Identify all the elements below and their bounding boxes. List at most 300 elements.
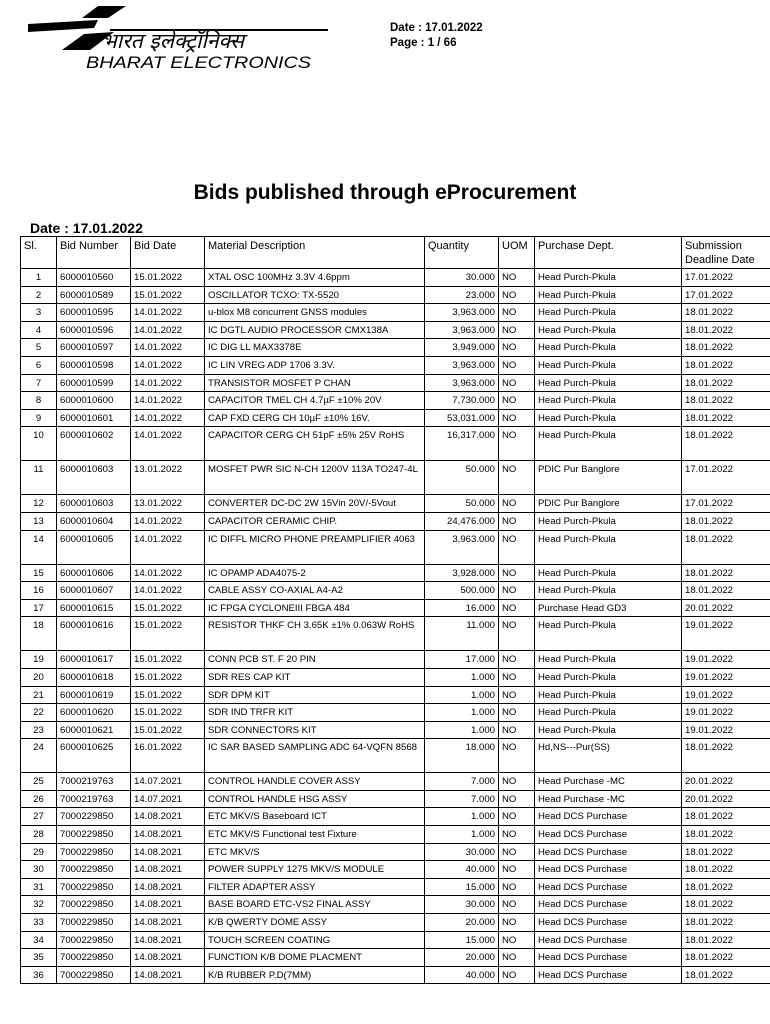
cell-sl: 6	[21, 356, 57, 374]
cell-sl: 29	[21, 843, 57, 861]
cell-sl: 25	[21, 773, 57, 791]
cell-dept: Head DCS Purchase	[535, 878, 682, 896]
cell-bid-number: 7000229850	[57, 861, 131, 879]
bids-table	[20, 236, 770, 984]
cell-material: BASE BOARD ETC-VS2 FINAL ASSY	[205, 896, 425, 914]
cell-sl: 36	[21, 966, 57, 984]
cell-bid-number: 7000219763	[57, 773, 131, 791]
cell-quantity: 23.000	[425, 286, 499, 304]
cell-quantity: 3,963.000	[425, 530, 499, 564]
cell-deadline: 18.01.2022	[682, 966, 770, 984]
table-row	[21, 564, 770, 582]
cell-dept: Head Purch-Pkula	[535, 564, 682, 582]
cell-material: CAP FXD CERG CH 10µF ±10% 16V.	[205, 409, 425, 427]
table-row	[21, 495, 770, 513]
cell-bid-date: 14.08.2021	[131, 878, 205, 896]
table-row	[21, 808, 770, 826]
cell-bid-date: 14.07.2021	[131, 773, 205, 791]
cell-uom: NO	[499, 339, 535, 357]
cell-dept: Head Purch-Pkula	[535, 512, 682, 530]
table-row	[21, 356, 770, 374]
cell-quantity: 3,949.000	[425, 339, 499, 357]
table-row	[21, 269, 770, 287]
cell-dept: Head Purch-Pkula	[535, 427, 682, 461]
cell-dept: Head DCS Purchase	[535, 843, 682, 861]
cell-quantity: 24,476.000	[425, 512, 499, 530]
cell-material: IC DIFFL MICRO PHONE PREAMPLIFIER 4063	[205, 530, 425, 564]
cell-bid-date: 14.07.2021	[131, 790, 205, 808]
cell-deadline: 18.01.2022	[682, 427, 770, 461]
cell-sl: 13	[21, 512, 57, 530]
cell-dept: Head Purchase -MC	[535, 773, 682, 791]
cell-bid-date: 14.01.2022	[131, 427, 205, 461]
cell-material: RESISTOR THKF CH 3.65K ±1% 0.063W RoHS	[205, 617, 425, 651]
cell-deadline: 19.01.2022	[682, 704, 770, 722]
col-sl: Sl.	[21, 237, 57, 269]
cell-sl: 19	[21, 651, 57, 669]
cell-quantity: 53,031.000	[425, 409, 499, 427]
cell-bid-number: 6000010602	[57, 427, 131, 461]
cell-deadline: 20.01.2022	[682, 599, 770, 617]
cell-bid-number: 6000010600	[57, 392, 131, 410]
table-row	[21, 686, 770, 704]
table-row	[21, 374, 770, 392]
cell-sl: 20	[21, 668, 57, 686]
cell-material: SDR DPM KIT	[205, 686, 425, 704]
cell-deadline: 18.01.2022	[682, 304, 770, 322]
cell-sl: 17	[21, 599, 57, 617]
cell-deadline: 19.01.2022	[682, 668, 770, 686]
cell-sl: 8	[21, 392, 57, 410]
cell-sl: 1	[21, 269, 57, 287]
cell-bid-date: 14.01.2022	[131, 409, 205, 427]
cell-dept: Head DCS Purchase	[535, 808, 682, 826]
cell-dept: Purchase Head GD3	[535, 599, 682, 617]
cell-uom: NO	[499, 599, 535, 617]
cell-quantity: 50.000	[425, 461, 499, 495]
table-row	[21, 878, 770, 896]
cell-deadline: 18.01.2022	[682, 530, 770, 564]
cell-bid-number: 6000010601	[57, 409, 131, 427]
cell-deadline: 18.01.2022	[682, 409, 770, 427]
cell-material: K/B RUBBER P.D(7MM)	[205, 966, 425, 984]
cell-dept: Head DCS Purchase	[535, 931, 682, 949]
cell-material: IC SAR BASED SAMPLING ADC 64-VQFN 8568	[205, 739, 425, 773]
cell-deadline: 18.01.2022	[682, 931, 770, 949]
cell-dept: Head Purch-Pkula	[535, 721, 682, 739]
cell-deadline: 17.01.2022	[682, 286, 770, 304]
cell-sl: 33	[21, 914, 57, 932]
cell-dept: Head DCS Purchase	[535, 896, 682, 914]
cell-bid-date: 14.01.2022	[131, 530, 205, 564]
cell-material: CONVERTER DC-DC 2W 15Vin 20V/-5Vout	[205, 495, 425, 513]
cell-material: ETC MKV/S Baseboard ICT	[205, 808, 425, 826]
cell-uom: NO	[499, 843, 535, 861]
cell-material: IC LIN VREG ADP 1706 3.3V.	[205, 356, 425, 374]
cell-quantity: 20.000	[425, 914, 499, 932]
cell-uom: NO	[499, 651, 535, 669]
print-date: Date : 17.01.2022	[390, 22, 483, 34]
cell-sl: 14	[21, 530, 57, 564]
col-deadline: Submission Deadline Date	[682, 237, 770, 269]
cell-quantity: 500.000	[425, 582, 499, 600]
cell-quantity: 20.000	[425, 949, 499, 967]
cell-bid-number: 7000229850	[57, 914, 131, 932]
cell-bid-date: 14.08.2021	[131, 966, 205, 984]
col-quantity: Quantity	[425, 237, 499, 269]
cell-sl: 5	[21, 339, 57, 357]
cell-deadline: 18.01.2022	[682, 896, 770, 914]
table-row	[21, 427, 770, 461]
table-row	[21, 304, 770, 322]
cell-bid-date: 15.01.2022	[131, 651, 205, 669]
cell-uom: NO	[499, 686, 535, 704]
cell-material: POWER SUPPLY 1275 MKV/S MODULE	[205, 861, 425, 879]
cell-deadline: 18.01.2022	[682, 808, 770, 826]
cell-bid-date: 14.08.2021	[131, 949, 205, 967]
cell-bid-date: 14.01.2022	[131, 392, 205, 410]
cell-uom: NO	[499, 861, 535, 879]
cell-bid-date: 14.01.2022	[131, 339, 205, 357]
cell-uom: NO	[499, 269, 535, 287]
cell-sl: 21	[21, 686, 57, 704]
cell-material: ETC MKV/S	[205, 843, 425, 861]
cell-material: TOUCH SCREEN COATING	[205, 931, 425, 949]
cell-uom: NO	[499, 826, 535, 844]
cell-bid-number: 7000219763	[57, 790, 131, 808]
cell-bid-date: 14.08.2021	[131, 843, 205, 861]
cell-quantity: 1.000	[425, 721, 499, 739]
col-bid-date: Bid Date	[131, 237, 205, 269]
cell-bid-date: 15.01.2022	[131, 668, 205, 686]
cell-sl: 16	[21, 582, 57, 600]
cell-uom: NO	[499, 321, 535, 339]
cell-dept: Head Purch-Pkula	[535, 617, 682, 651]
cell-uom: NO	[499, 356, 535, 374]
cell-bid-number: 7000229850	[57, 931, 131, 949]
cell-dept: Head Purch-Pkula	[535, 304, 682, 322]
cell-material: SDR IND TRFR KIT	[205, 704, 425, 722]
table-row	[21, 668, 770, 686]
cell-dept: Head Purch-Pkula	[535, 704, 682, 722]
cell-material: OSCILLATOR TCXO: TX-5520	[205, 286, 425, 304]
table-row	[21, 339, 770, 357]
page-meta	[390, 21, 483, 50]
cell-dept: PDIC Pur Banglore	[535, 461, 682, 495]
cell-dept: Head Purch-Pkula	[535, 321, 682, 339]
cell-quantity: 3,928.000	[425, 564, 499, 582]
cell-deadline: 18.01.2022	[682, 564, 770, 582]
cell-quantity: 7,730.000	[425, 392, 499, 410]
cell-bid-number: 6000010595	[57, 304, 131, 322]
bel-logo	[28, 4, 338, 70]
cell-sl: 24	[21, 739, 57, 773]
table-row	[21, 861, 770, 879]
cell-sl: 4	[21, 321, 57, 339]
cell-quantity: 15.000	[425, 931, 499, 949]
cell-bid-number: 6000010604	[57, 512, 131, 530]
cell-bid-number: 6000010617	[57, 651, 131, 669]
cell-dept: Head DCS Purchase	[535, 949, 682, 967]
cell-sl: 15	[21, 564, 57, 582]
table-row	[21, 914, 770, 932]
cell-dept: Head Purch-Pkula	[535, 392, 682, 410]
cell-material: FUNCTION K/B DOME PLACMENT	[205, 949, 425, 967]
cell-uom: NO	[499, 392, 535, 410]
cell-bid-date: 14.08.2021	[131, 914, 205, 932]
cell-quantity: 40.000	[425, 966, 499, 984]
cell-dept: Head Purch-Pkula	[535, 269, 682, 287]
table-row	[21, 582, 770, 600]
cell-uom: NO	[499, 512, 535, 530]
cell-deadline: 18.01.2022	[682, 392, 770, 410]
page-title: Bids published through eProcurement	[193, 181, 577, 204]
cell-sl: 30	[21, 861, 57, 879]
cell-uom: NO	[499, 896, 535, 914]
table-row	[21, 721, 770, 739]
cell-quantity: 7.000	[425, 790, 499, 808]
cell-uom: NO	[499, 739, 535, 773]
cell-dept: Head Purch-Pkula	[535, 668, 682, 686]
cell-bid-number: 7000229850	[57, 843, 131, 861]
cell-quantity: 3,963.000	[425, 304, 499, 322]
cell-dept: Hd,NS---Pur(SS)	[535, 739, 682, 773]
cell-dept: Head DCS Purchase	[535, 826, 682, 844]
table-row	[21, 704, 770, 722]
cell-deadline: 17.01.2022	[682, 495, 770, 513]
cell-sl: 18	[21, 617, 57, 651]
col-dept: Purchase Dept.	[535, 237, 682, 269]
cell-material: CABLE ASSY CO-AXIAL A4-A2	[205, 582, 425, 600]
cell-quantity: 3,963.000	[425, 374, 499, 392]
cell-bid-number: 6000010616	[57, 617, 131, 651]
table-row	[21, 392, 770, 410]
cell-dept: Head Purchase -MC	[535, 790, 682, 808]
cell-quantity: 40.000	[425, 861, 499, 879]
cell-sl: 7	[21, 374, 57, 392]
cell-sl: 11	[21, 461, 57, 495]
cell-dept: Head DCS Purchase	[535, 966, 682, 984]
cell-deadline: 20.01.2022	[682, 790, 770, 808]
cell-bid-date: 14.01.2022	[131, 374, 205, 392]
cell-uom: NO	[499, 704, 535, 722]
table-row	[21, 461, 770, 495]
cell-bid-number: 6000010599	[57, 374, 131, 392]
cell-quantity: 1.000	[425, 704, 499, 722]
cell-uom: NO	[499, 461, 535, 495]
cell-bid-date: 15.01.2022	[131, 721, 205, 739]
cell-sl: 35	[21, 949, 57, 967]
cell-sl: 32	[21, 896, 57, 914]
cell-bid-date: 14.08.2021	[131, 826, 205, 844]
cell-bid-date: 13.01.2022	[131, 495, 205, 513]
table-row	[21, 286, 770, 304]
cell-deadline: 17.01.2022	[682, 461, 770, 495]
cell-dept: Head Purch-Pkula	[535, 374, 682, 392]
table-row	[21, 949, 770, 967]
cell-bid-date: 14.01.2022	[131, 512, 205, 530]
table-row	[21, 512, 770, 530]
cell-sl: 23	[21, 721, 57, 739]
cell-bid-date: 14.01.2022	[131, 304, 205, 322]
cell-deadline: 18.01.2022	[682, 843, 770, 861]
cell-bid-number: 7000229850	[57, 896, 131, 914]
cell-deadline: 19.01.2022	[682, 651, 770, 669]
table-row	[21, 966, 770, 984]
cell-bid-number: 6000010589	[57, 286, 131, 304]
cell-quantity: 17.000	[425, 651, 499, 669]
cell-bid-date: 14.08.2021	[131, 861, 205, 879]
col-uom: UOM	[499, 237, 535, 269]
bel-emblem-icon	[28, 4, 338, 70]
cell-uom: NO	[499, 409, 535, 427]
cell-quantity: 1.000	[425, 686, 499, 704]
cell-uom: NO	[499, 808, 535, 826]
cell-bid-date: 14.08.2021	[131, 896, 205, 914]
cell-sl: 22	[21, 704, 57, 722]
cell-bid-date: 15.01.2022	[131, 704, 205, 722]
cell-dept: Head Purch-Pkula	[535, 686, 682, 704]
cell-bid-number: 7000229850	[57, 878, 131, 896]
cell-dept: PDIC Pur Banglore	[535, 495, 682, 513]
cell-deadline: 18.01.2022	[682, 512, 770, 530]
cell-uom: NO	[499, 931, 535, 949]
cell-sl: 28	[21, 826, 57, 844]
cell-bid-number: 7000229850	[57, 949, 131, 967]
cell-quantity: 30.000	[425, 843, 499, 861]
cell-material: CONTROL HANDLE COVER ASSY	[205, 773, 425, 791]
cell-uom: NO	[499, 374, 535, 392]
table-row	[21, 321, 770, 339]
cell-dept: Head DCS Purchase	[535, 861, 682, 879]
cell-dept: Head DCS Purchase	[535, 914, 682, 932]
cell-material: XTAL OSC 100MHz 3.3V 4.6ppm	[205, 269, 425, 287]
table-row	[21, 826, 770, 844]
cell-bid-date: 14.08.2021	[131, 808, 205, 826]
cell-material: CAPACITOR CERG CH 51pF ±5% 25V RoHS	[205, 427, 425, 461]
table-row	[21, 739, 770, 773]
cell-bid-number: 6000010603	[57, 461, 131, 495]
cell-bid-number: 7000229850	[57, 826, 131, 844]
cell-bid-number: 6000010621	[57, 721, 131, 739]
cell-uom: NO	[499, 790, 535, 808]
cell-uom: NO	[499, 966, 535, 984]
cell-bid-number: 6000010560	[57, 269, 131, 287]
cell-bid-date: 15.01.2022	[131, 269, 205, 287]
cell-deadline: 18.01.2022	[682, 339, 770, 357]
cell-bid-date: 14.01.2022	[131, 582, 205, 600]
cell-deadline: 18.01.2022	[682, 739, 770, 773]
cell-bid-date: 15.01.2022	[131, 686, 205, 704]
cell-quantity: 30.000	[425, 269, 499, 287]
cell-deadline: 19.01.2022	[682, 721, 770, 739]
cell-material: IC FPGA CYCLONEIII FBGA 484	[205, 599, 425, 617]
cell-dept: Head Purch-Pkula	[535, 356, 682, 374]
cell-deadline: 18.01.2022	[682, 582, 770, 600]
cell-dept: Head Purch-Pkula	[535, 339, 682, 357]
cell-uom: NO	[499, 495, 535, 513]
cell-quantity: 15.000	[425, 878, 499, 896]
cell-sl: 34	[21, 931, 57, 949]
cell-quantity: 1.000	[425, 808, 499, 826]
cell-dept: Head Purch-Pkula	[535, 651, 682, 669]
cell-quantity: 1.000	[425, 668, 499, 686]
page-number: Page : 1 / 66	[390, 36, 457, 49]
cell-sl: 2	[21, 286, 57, 304]
cell-bid-date: 14.08.2021	[131, 931, 205, 949]
cell-quantity: 50.000	[425, 495, 499, 513]
table-row	[21, 790, 770, 808]
cell-deadline: 18.01.2022	[682, 826, 770, 844]
cell-sl: 12	[21, 495, 57, 513]
cell-deadline: 18.01.2022	[682, 374, 770, 392]
cell-uom: NO	[499, 427, 535, 461]
table-row	[21, 843, 770, 861]
logo-hindi-text: भारत इलेक्ट्रॉनिक्स	[102, 29, 245, 53]
cell-material: CAPACITOR CERAMIC CHIP.	[205, 512, 425, 530]
cell-sl: 27	[21, 808, 57, 826]
cell-quantity: 16.000	[425, 599, 499, 617]
cell-deadline: 18.01.2022	[682, 356, 770, 374]
cell-bid-date: 14.01.2022	[131, 356, 205, 374]
cell-material: SDR RES CAP KIT	[205, 668, 425, 686]
cell-material: SDR CONNECTORS KIT	[205, 721, 425, 739]
cell-bid-date: 14.01.2022	[131, 564, 205, 582]
cell-sl: 3	[21, 304, 57, 322]
cell-uom: NO	[499, 721, 535, 739]
cell-bid-number: 6000010625	[57, 739, 131, 773]
cell-material: u-blox M8 concurrent GNSS modules	[205, 304, 425, 322]
cell-bid-date: 16.01.2022	[131, 739, 205, 773]
cell-quantity: 16,317.000	[425, 427, 499, 461]
cell-bid-number: 6000010619	[57, 686, 131, 704]
cell-material: K/B QWERTY DOME ASSY	[205, 914, 425, 932]
col-bid-number: Bid Number	[57, 237, 131, 269]
report-date: Date : 17.01.2022	[30, 220, 143, 236]
cell-sl: 10	[21, 427, 57, 461]
cell-bid-number: 6000010598	[57, 356, 131, 374]
cell-deadline: 19.01.2022	[682, 617, 770, 651]
cell-material: ETC MKV/S Functional test Fixture	[205, 826, 425, 844]
cell-bid-number: 6000010603	[57, 495, 131, 513]
cell-uom: NO	[499, 304, 535, 322]
table-row	[21, 409, 770, 427]
cell-material: CAPACITOR TMEL CH 4.7µF ±10% 20V	[205, 392, 425, 410]
table-row	[21, 931, 770, 949]
cell-material: IC DGTL AUDIO PROCESSOR CMX138A	[205, 321, 425, 339]
cell-dept: Head Purch-Pkula	[535, 409, 682, 427]
table-row	[21, 530, 770, 564]
cell-sl: 9	[21, 409, 57, 427]
cell-uom: NO	[499, 286, 535, 304]
cell-uom: NO	[499, 914, 535, 932]
cell-bid-number: 6000010618	[57, 668, 131, 686]
cell-material: IC OPAMP ADA4075-2	[205, 564, 425, 582]
table-row	[21, 599, 770, 617]
cell-bid-date: 13.01.2022	[131, 461, 205, 495]
cell-bid-number: 6000010620	[57, 704, 131, 722]
cell-deadline: 18.01.2022	[682, 914, 770, 932]
table-row	[21, 773, 770, 791]
cell-uom: NO	[499, 773, 535, 791]
col-material: Material Description	[205, 237, 425, 269]
cell-dept: Head Purch-Pkula	[535, 582, 682, 600]
cell-material: CONTROL HANDLE HSG ASSY	[205, 790, 425, 808]
cell-uom: NO	[499, 564, 535, 582]
cell-bid-date: 15.01.2022	[131, 617, 205, 651]
cell-deadline: 20.01.2022	[682, 773, 770, 791]
cell-dept: Head Purch-Pkula	[535, 530, 682, 564]
